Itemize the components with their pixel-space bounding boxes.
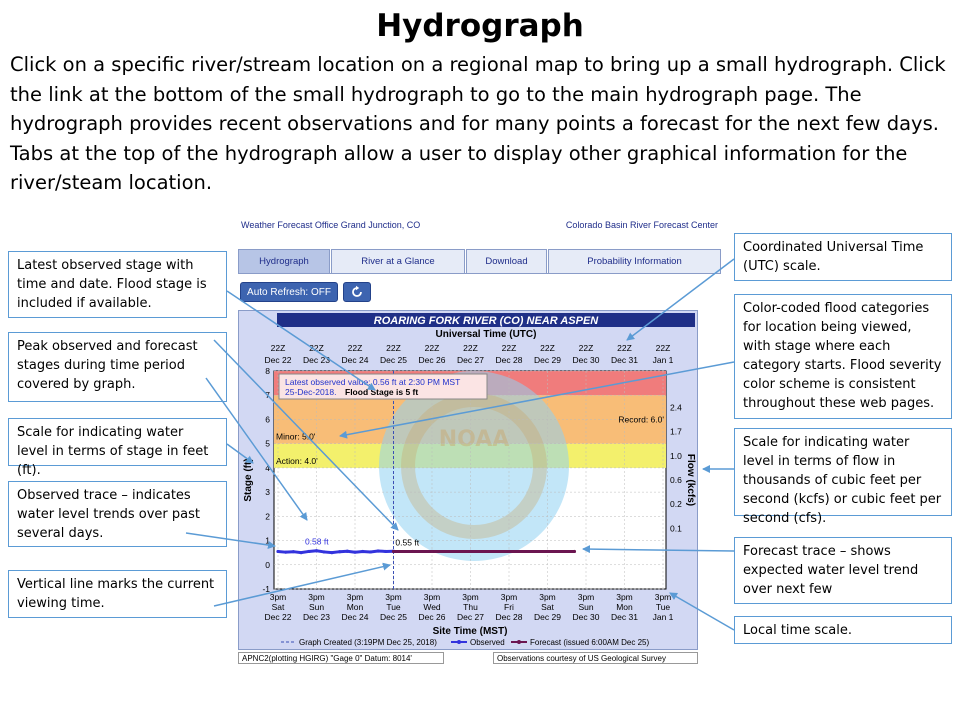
flood-category-label: Minor: 5.0'	[276, 431, 316, 442]
bottom-tick-date: Dec 24	[341, 612, 369, 622]
bottom-tick-date: Dec 29	[534, 612, 561, 622]
y-tick-label: 6	[265, 414, 270, 425]
top-tick-date: Dec 27	[457, 355, 484, 365]
stage-axis-title: Stage (ft)	[243, 458, 254, 502]
bottom-tick-date: Jan 1	[652, 612, 674, 622]
tab-underline	[238, 273, 721, 274]
refresh-button[interactable]	[343, 282, 371, 302]
top-tick-time: 22Z	[578, 343, 594, 353]
hydrograph-svg	[239, 311, 697, 649]
bottom-tick-time: 3pm	[654, 592, 672, 602]
bottom-axis-title: Site Time (MST)	[432, 626, 508, 637]
top-tick-date: Dec 24	[341, 355, 369, 365]
intro-text: Click on a specific river/stream location on a regional map to bring up a small hydrograph. Click the link at the bottom of the small hydrograph to go to the main hydrograph page. The hydrograph provides recent observations and for many points a forecast for the next few days. Tabs at the top of the hydrograph allow a user to display other graphical information for the river/steam location.	[10, 53, 946, 194]
forecast-point	[573, 550, 576, 553]
forecast-point	[411, 550, 414, 553]
callout-observed-trace: Observed trace – indicates water level trends over past several days.	[8, 481, 227, 547]
callout-flow-scale: Scale for indicating water level in terms of flow in thousands of cubic feet per second (kcfs) or cubic feet per second (cfs).	[734, 428, 952, 516]
flow-tick-label: 0.2	[670, 499, 682, 510]
observed-point	[353, 551, 356, 554]
noaa-watermark-text: NOAA	[438, 427, 510, 452]
bottom-tick-time: 3pm	[308, 592, 325, 602]
top-tick-time: 22Z	[655, 343, 671, 353]
observed-point	[300, 551, 303, 554]
top-tick-time: 22Z	[501, 343, 517, 353]
latest-observed-date: 25-Dec-2018.	[285, 387, 337, 397]
top-tick-date: Dec 31	[611, 355, 638, 365]
footer-datum: APNC2(plotting HGIRG) "Gage 0" Datum: 8014'	[238, 652, 444, 664]
observed-point	[377, 549, 380, 552]
office-link[interactable]: Weather Forecast Office Grand Junction, CO	[241, 220, 421, 230]
top-tick-date: Dec 25	[380, 355, 407, 365]
observed-point	[369, 550, 372, 553]
bottom-tick-day: Tue	[655, 602, 671, 612]
forecast-point	[546, 550, 549, 553]
bottom-tick-time: 3pm	[577, 592, 595, 602]
bottom-tick-date: Dec 23	[303, 612, 330, 622]
bottom-tick-day: Sun	[308, 602, 325, 612]
observed-point	[323, 550, 326, 553]
callout-latest-observed: Latest observed stage with time and date. Flood stage is included if available.	[8, 251, 227, 318]
top-tick-time: 22Z	[617, 343, 632, 353]
bottom-tick-day: Sat	[541, 602, 554, 612]
y-tick-label: 1	[265, 535, 270, 546]
tab-hydrograph[interactable]: Hydrograph	[238, 249, 330, 273]
bottom-tick-date: Dec 27	[457, 612, 484, 622]
bottom-tick-day: Wed	[423, 602, 441, 612]
footer-courtesy: Observations courtesy of US Geological Survey	[493, 652, 698, 664]
legend-forecast-marker	[517, 640, 521, 644]
y-tick-label: 0	[265, 559, 270, 570]
top-tick-date: Dec 30	[572, 355, 600, 365]
hydrograph-chart	[238, 310, 698, 650]
bottom-tick-date: Dec 26	[418, 612, 446, 622]
observed-point	[284, 551, 287, 554]
observed-point	[315, 549, 318, 552]
bottom-tick-time: 3pm	[346, 592, 364, 602]
top-tick-time: 22Z	[424, 343, 440, 353]
bottom-tick-day: Sun	[578, 602, 594, 612]
flow-tick-label: 0.6	[670, 475, 682, 485]
top-tick-time: 22Z	[347, 343, 363, 353]
chart-title: ROARING FORK RIVER (CO) NEAR ASPEN	[373, 315, 599, 327]
tab-probability-information[interactable]: Probability Information	[548, 249, 721, 273]
forecast-point	[507, 550, 510, 553]
bottom-tick-time: 3pm	[616, 592, 633, 602]
flow-axis-title: Flow (kcfs)	[685, 453, 696, 507]
callout-forecast-trace: Forecast trace – shows expected water level trend over next few	[734, 537, 952, 604]
forecast-point	[430, 550, 433, 553]
legend-created-label: Graph Created (3:19PM Dec 25, 2018)	[299, 638, 437, 647]
y-tick-label: 5	[265, 438, 270, 449]
tab-river-at-a-glance[interactable]: River at a Glance	[331, 249, 465, 273]
bottom-tick-day: Mon	[616, 602, 633, 612]
legend-observed-label: Observed	[470, 638, 505, 647]
bottom-tick-day: Fri	[504, 602, 514, 612]
bottom-tick-time: 3pm	[539, 592, 556, 602]
rfc-link[interactable]: Colorado Basin River Forecast Center	[565, 220, 718, 230]
observed-point	[346, 550, 349, 553]
bottom-tick-time: 3pm	[423, 592, 441, 602]
latest-observed-line1: Latest observed value: 0.56 ft at 2:30 PM MST	[285, 377, 461, 387]
callout-utc-scale: Coordinated Universal Time (UTC) scale.	[734, 233, 952, 281]
hydrograph-panel	[238, 214, 718, 666]
y-tick-label: 7	[265, 390, 270, 401]
forecast-point	[392, 550, 395, 553]
bottom-tick-date: Dec 22	[264, 612, 292, 622]
top-tick-date: Dec 26	[418, 355, 446, 365]
bottom-tick-time: 3pm	[269, 592, 287, 602]
observed-point	[292, 550, 295, 553]
y-tick-label: 8	[265, 366, 270, 376]
observed-point	[276, 550, 279, 553]
top-tick-time: 22Z	[540, 343, 555, 353]
observed-point	[361, 550, 364, 553]
bottom-tick-day: Thu	[463, 602, 478, 612]
top-tick-date: Dec 23	[303, 355, 330, 365]
observed-point	[307, 550, 310, 553]
observed-point	[338, 550, 341, 553]
top-tick-date: Dec 29	[534, 355, 561, 365]
flow-tick-label: 1.7	[670, 426, 682, 437]
observed-trace	[278, 551, 394, 553]
forecast-point	[469, 550, 472, 553]
callout-peak-stages: Peak observed and forecast stages during time period covered by graph.	[8, 332, 227, 402]
peak-observed-label: 0.58 ft	[304, 536, 329, 547]
observed-point	[384, 550, 387, 553]
top-tick-time: 22Z	[309, 343, 324, 353]
top-tick-time: 22Z	[463, 343, 478, 353]
top-tick-date: Jan 1	[652, 355, 674, 365]
record-label: Record: 6.0'	[618, 414, 664, 425]
bottom-tick-time: 3pm	[500, 592, 518, 602]
flow-tick-label: 1.0	[670, 450, 682, 461]
flow-tick-label: 2.4	[670, 402, 682, 413]
bottom-tick-date: Dec 28	[495, 612, 523, 622]
slide-title: Hydrograph	[376, 8, 584, 44]
top-axis-title: Universal Time (UTC)	[435, 329, 537, 340]
y-tick-label: -1	[262, 584, 270, 594]
bottom-tick-day: Tue	[386, 602, 401, 612]
legend-forecast-label: Forecast (issued 6:00AM Dec 25)	[530, 638, 650, 647]
callout-vertical-line: Vertical line marks the current viewing time.	[8, 570, 227, 618]
top-tick-date: Dec 22	[264, 355, 292, 365]
y-tick-label: 4	[265, 462, 270, 473]
observed-point	[330, 551, 333, 554]
callout-local-scale: Local time scale.	[734, 616, 952, 644]
y-tick-label: 3	[265, 487, 270, 498]
bottom-tick-time: 3pm	[462, 592, 479, 602]
flood-category-label: Action: 4.0'	[276, 455, 318, 466]
y-tick-label: 2	[265, 511, 270, 522]
auto-refresh-button[interactable]: Auto Refresh: OFF	[240, 282, 338, 302]
latest-observed-floodstage: Flood Stage is 5 ft	[345, 387, 419, 397]
tab-download[interactable]: Download	[466, 249, 547, 273]
callout-stage-scale: Scale for indicating water level in terms of stage in feet (ft).	[8, 418, 227, 466]
top-tick-time: 22Z	[386, 343, 401, 353]
bottom-tick-date: Dec 30	[572, 612, 600, 622]
peak-forecast-label: 0.55 ft	[395, 537, 420, 548]
callout-flood-categories: Color-coded flood categories for location being viewed, with stage where each category starts. Flood severity color scheme is consistent throughout these web pages.	[734, 294, 952, 419]
bottom-tick-date: Dec 25	[380, 612, 407, 622]
flow-tick-label: 0.1	[670, 523, 682, 534]
bottom-tick-day: Sat	[271, 602, 285, 612]
bottom-tick-date: Dec 31	[611, 612, 638, 622]
legend-observed-marker	[457, 640, 461, 644]
bottom-tick-day: Mon	[346, 602, 364, 612]
top-tick-date: Dec 28	[495, 355, 523, 365]
bottom-tick-time: 3pm	[385, 592, 402, 602]
refresh-icon	[350, 285, 364, 299]
top-tick-time: 22Z	[270, 343, 286, 353]
